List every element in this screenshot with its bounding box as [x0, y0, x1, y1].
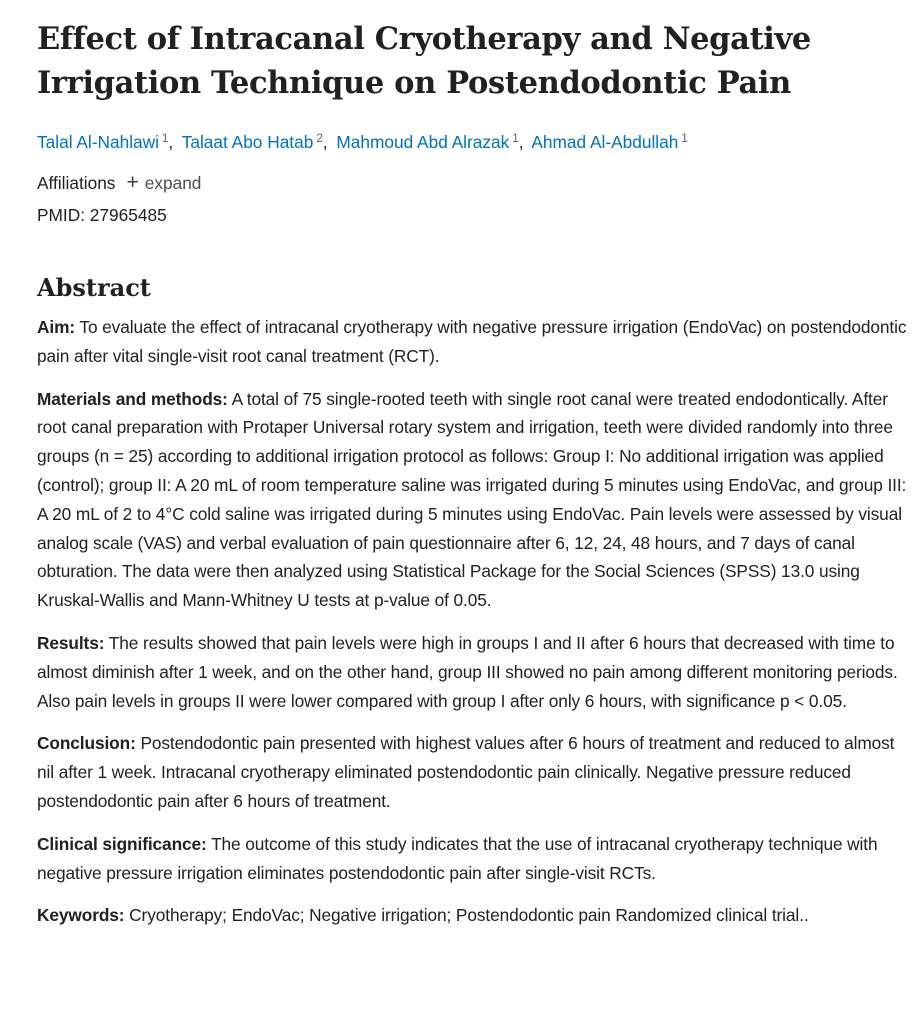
section-label: Results:	[37, 632, 105, 653]
section-label: Conclusion:	[37, 733, 136, 754]
plus-icon: +	[126, 171, 139, 194]
abstract-heading: Abstract	[37, 273, 151, 302]
article-page	[37, 0, 909, 944]
section-label: Keywords:	[37, 905, 125, 926]
affiliations-label: Affiliations	[37, 173, 116, 193]
section-label: Aim:	[37, 317, 76, 337]
author-affiliation-number[interactable]: 1	[512, 133, 519, 145]
section-text: Postendodontic pain presented with highest values after 6 hours of treatment and reduced to almost nil after 1 week. Intracanal cryotherapy eliminated postendodontic pain clinically. Negative pressure reduced postendodontic pain after 6 hours of treatment.	[37, 733, 895, 811]
section-label: Clinical significance:	[37, 833, 207, 854]
section-text: The outcome of this study indicates that the use of intracanal cryotherapy technique with negative pressure irrigation eliminates postendodontic pain after single-visit RCTs.	[37, 833, 878, 883]
abstract-body	[37, 313, 909, 930]
section-text: The results showed that pain levels were high in groups I and II after 6 hours that decreased with time to almost diminish after 1 week, and on the other hand, group III showed no pain among different monitoring periods. Also pain levels in groups II were lower compared with group I after only 6 hours, with significance p < 0.05.	[37, 632, 898, 711]
abstract-section-conclusion	[37, 729, 909, 815]
abstract-section-results	[37, 629, 909, 715]
author-link[interactable]: Talaat Abo Hatab	[181, 132, 314, 152]
abstract-section-keywords	[37, 901, 909, 930]
article-title: Effect of Intracanal Cryotherapy and Negative Irrigation Technique on Postendodontic Pain	[37, 21, 811, 101]
abstract-section-methods	[37, 385, 909, 615]
section-text: To evaluate the effect of intracanal cryotherapy with negative pressure irrigation (EndoVac) on postendodontic pain after vital single-visit root canal treatment (RCT).	[37, 317, 907, 366]
author-affiliation-number[interactable]: 2	[316, 133, 323, 145]
affiliations-row	[37, 170, 909, 196]
section-label: Materials and methods:	[37, 388, 228, 409]
author-separator: ,	[168, 132, 174, 152]
author-separator: ,	[518, 132, 524, 152]
section-text: Cryotherapy; EndoVac; Negative irrigation; Postendodontic pain Randomized clinical trial..	[129, 905, 809, 926]
author-separator: ,	[322, 132, 328, 152]
abstract-section-aim	[37, 313, 909, 371]
author-affiliation-number[interactable]: 1	[161, 133, 169, 145]
abstract-section-clinical-significance	[37, 830, 909, 888]
author-link[interactable]: Mahmoud Abd Alrazak	[336, 132, 510, 152]
author-link[interactable]: Talal Al-Nahlawi	[37, 132, 159, 152]
author-affiliation-number[interactable]: 1	[681, 133, 688, 145]
author-list	[37, 126, 909, 155]
expand-label: expand	[144, 173, 202, 193]
pmid: PMID: 27965485	[37, 205, 167, 225]
section-text: A total of 75 single-rooted teeth with single root canal were treated endodontically. After root canal preparation with Protaper Universal rotary system and irrigation, teeth were divided randomly into three groups (n = 25) according to additional irrigation protocol as follows: Group I: No additional irrigation was applied (control); group II: A 20 mL of room temperature saline was irrigated during 5 minutes using EndoVac, and group III: A 20 mL of 2 to 4°C cold saline was irrigated during 5 minutes using EndoVac. Pain levels were assessed by visual analog scale (VAS) and verbal evaluation of pain questionnaire after 6, 12, 24, 48 hours, and 7 days of canal obturation. The data were then analyzed using Statistical Package for the Social Sciences (SPSS) 13.0 using Kruskal-Wallis and Mann-Whitney U tests at p-value of 0.05.	[37, 388, 907, 611]
author-link[interactable]: Ahmad Al-Abdullah	[531, 132, 679, 152]
affiliations-expand-button[interactable]	[126, 170, 201, 196]
